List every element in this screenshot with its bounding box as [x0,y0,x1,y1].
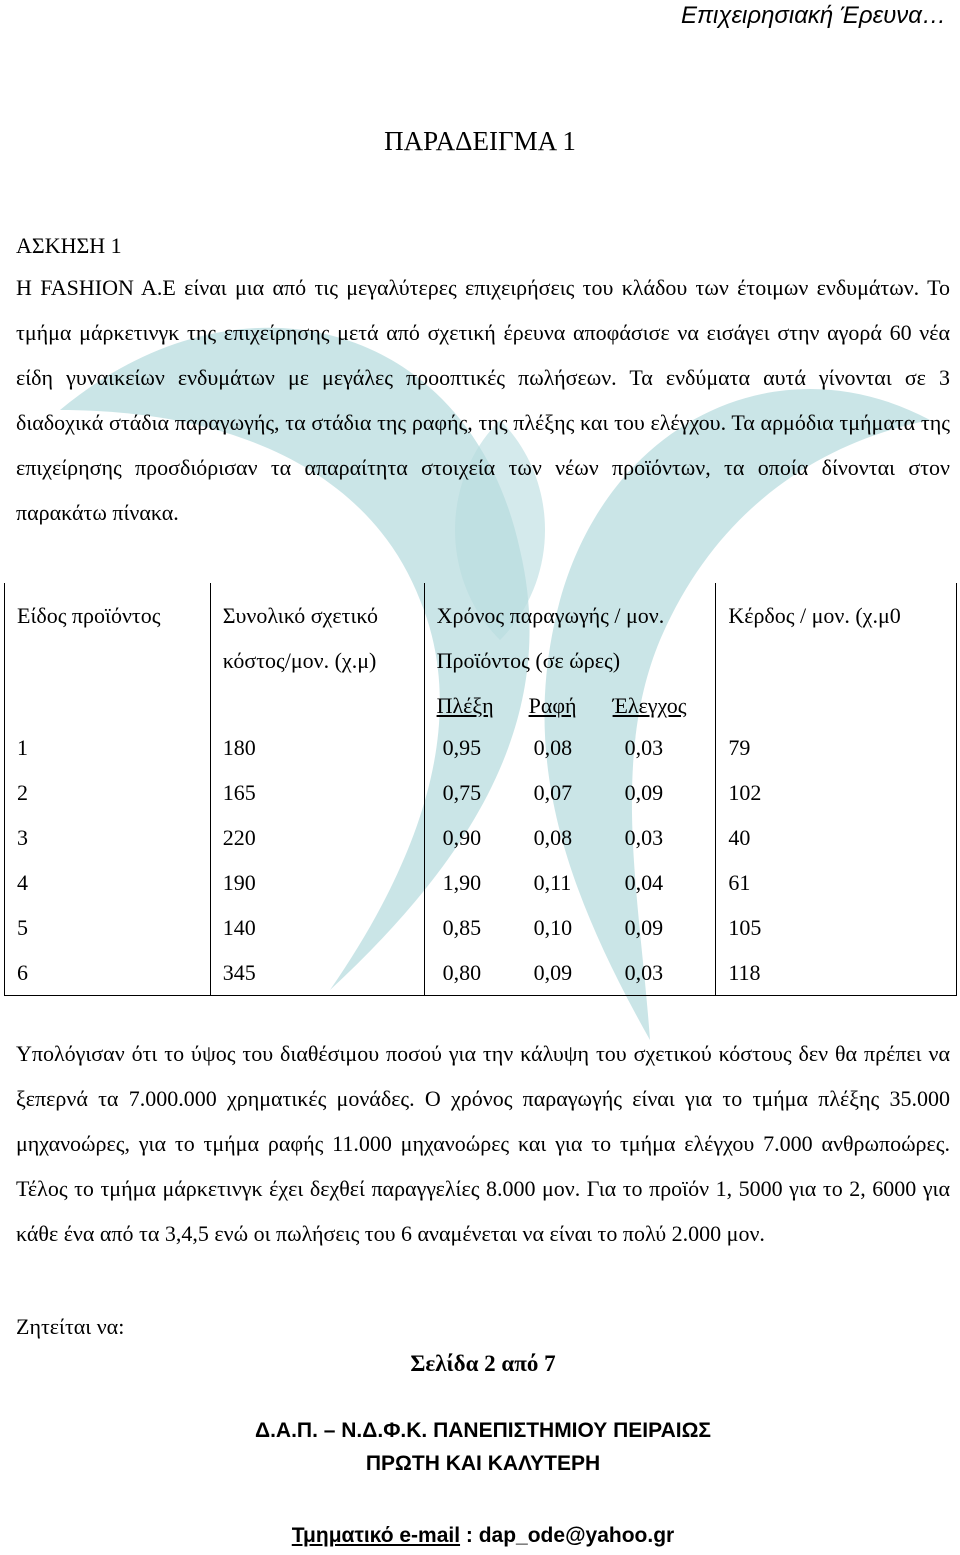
footer-line2: ΠΡΩΤΗ ΚΑΙ ΚΑΛΥΤΕΡΗ [365,1452,601,1475]
header-profit-cell [716,583,957,725]
cell-times [424,950,716,996]
cell-id: 4 [5,860,211,905]
cell-sew: 0,08 [533,735,573,760]
subheader-check: Έλεγχος [612,693,687,718]
cell-check: 0,03 [624,960,664,985]
cell-sew: 0,07 [533,780,573,805]
table-row [5,860,957,905]
cell-id: 5 [5,905,211,950]
cell-check: 0,09 [624,780,664,805]
cell-cost: 220 [210,815,424,860]
cell-cost: 345 [210,950,424,996]
header-cost [223,593,415,683]
cell-cost: 190 [210,860,424,905]
cell-check: 0,04 [624,870,664,895]
subheader-sew: Ραφή [528,693,577,718]
table-row [5,905,957,950]
cell-cost: 180 [210,725,424,770]
cell-check: 0,03 [624,735,664,760]
asked-label: Ζητείται να: [16,1314,125,1339]
cell-knit: 1,90 [442,870,482,895]
cell-times [424,725,716,770]
cell-knit: 0,75 [442,780,482,805]
footer-email-separator: : [460,1524,479,1547]
table-row [5,725,957,770]
header-product: Είδος προϊόντος [17,603,161,628]
footer-email-label: Τμηματικό e-mail [291,1524,461,1547]
header-cost-cell [210,583,424,725]
header-title: Επιχειρησιακή Έρευνα… [680,2,946,29]
header-time-line2: Προϊόντος (σε ώρες) [436,648,621,673]
cell-sew: 0,08 [533,825,573,850]
header-time [437,593,665,683]
header-cost-line1: Συνολικό σχετικό [222,603,379,628]
header-time-line1: Χρόνος παραγωγής / μον. [436,603,665,628]
cell-check: 0,03 [624,825,664,850]
cell-id: 6 [5,950,211,996]
header-time-cell [424,583,716,725]
cell-sew: 0,11 [533,870,572,895]
header-time-subcolumns [437,683,687,728]
cell-knit: 0,80 [442,960,482,985]
cell-profit: 118 [716,950,957,996]
page-number: Σελίδα 2 από 7 [410,1351,556,1376]
footer-email-line [0,1524,960,1548]
cell-times [424,815,716,860]
table-row [5,770,957,815]
cell-id: 3 [5,815,211,860]
exercise-title: ΑΣΚΗΣΗ 1 [16,233,122,258]
products-table [4,583,957,996]
cell-sew: 0,09 [533,960,573,985]
table-row [5,815,957,860]
intro-text: Η FASHION A.E είναι μια από τις μεγαλύτερες επιχειρήσεις του κλάδου των έτοιμων ενδυμάτων. Το τμήμα μάρκετινγκ της επιχείρησης μετά από σχετική έρευνα αποφάσισε να εισάγει στην αγορά 60 νέα είδη γυναικείων ενδυμάτων με μεγάλες προοπτικές πωλήσεων. Τα ενδύματα αυτά γίνονται σε 3 διαδοχικά στάδια παραγωγής, τα στάδια της ραφής, της πλέξης και του ελέγχου. Τα αρμόδια τμήματα της επιχείρησης προσδιόρισαν τα απαραίτητα στοιχεία των νέων προϊόντων, τα οποία δίνονται στον παρακάτω πίνακα. [16,275,950,525]
cell-knit: 0,85 [442,915,482,940]
intro-paragraph [16,265,950,535]
cell-id: 1 [5,725,211,770]
cell-profit: 102 [716,770,957,815]
header-profit: Κέρδος / μον. (χ.μ0 [728,603,901,628]
cell-id: 2 [5,770,211,815]
cell-times [424,770,716,815]
example-title: ΠΑΡΑΔΕΙΓΜΑ 1 [384,126,576,156]
cell-cost: 165 [210,770,424,815]
header-cost-line2: κόστος/μον. (χ.μ) [222,648,377,673]
cell-times [424,905,716,950]
cell-check: 0,09 [624,915,664,940]
cell-profit: 105 [716,905,957,950]
table-header-row [5,583,957,725]
footer-line1: Δ.Α.Π. – Ν.Δ.Φ.Κ. ΠΑΝΕΠΙΣΤΗΜΙΟΥ ΠΕΙΡΑΙΩΣ [254,1419,712,1442]
cell-knit: 0,95 [442,735,482,760]
subheader-knit: Πλέξη [436,693,494,718]
cell-cost: 140 [210,905,424,950]
cell-sew: 0,10 [533,915,573,940]
constraints-paragraph [16,1031,950,1256]
table-row [5,950,957,996]
constraints-text: Υπολόγισαν ότι το ύψος του διαθέσιμου ποσού για την κάλυψη του σχετικού κόστους δεν θα πρέπει να ξεπερνά τα 7.000.000 χρηματικές μονάδες. Ο χρόνος παραγωγής είναι για το τμήμα πλέξης 35.000 μηχανοώρες, για το τμήμα ραφής 11.000 μηχανοώρες και για το τμήμα ελέγχου 7.000 ανθρωποώρες. Τέλος το τμήμα μάρκετινγκ έχει δεχθεί παραγγελίες 8.000 μον. Για το προϊόν 1, 5000 για το 2, 6000 για κάθε ένα από τα 3,4,5 ενώ οι πωλήσεις του 6 αναμένεται να είναι το πολύ 2.000 μον. [16,1041,950,1246]
header-product-cell [5,583,211,725]
cell-profit: 61 [716,860,957,905]
cell-profit: 40 [716,815,957,860]
cell-profit: 79 [716,725,957,770]
footer-email-address[interactable]: dap_ode@yahoo.gr [478,1524,675,1547]
cell-knit: 0,90 [442,825,482,850]
cell-times [424,860,716,905]
